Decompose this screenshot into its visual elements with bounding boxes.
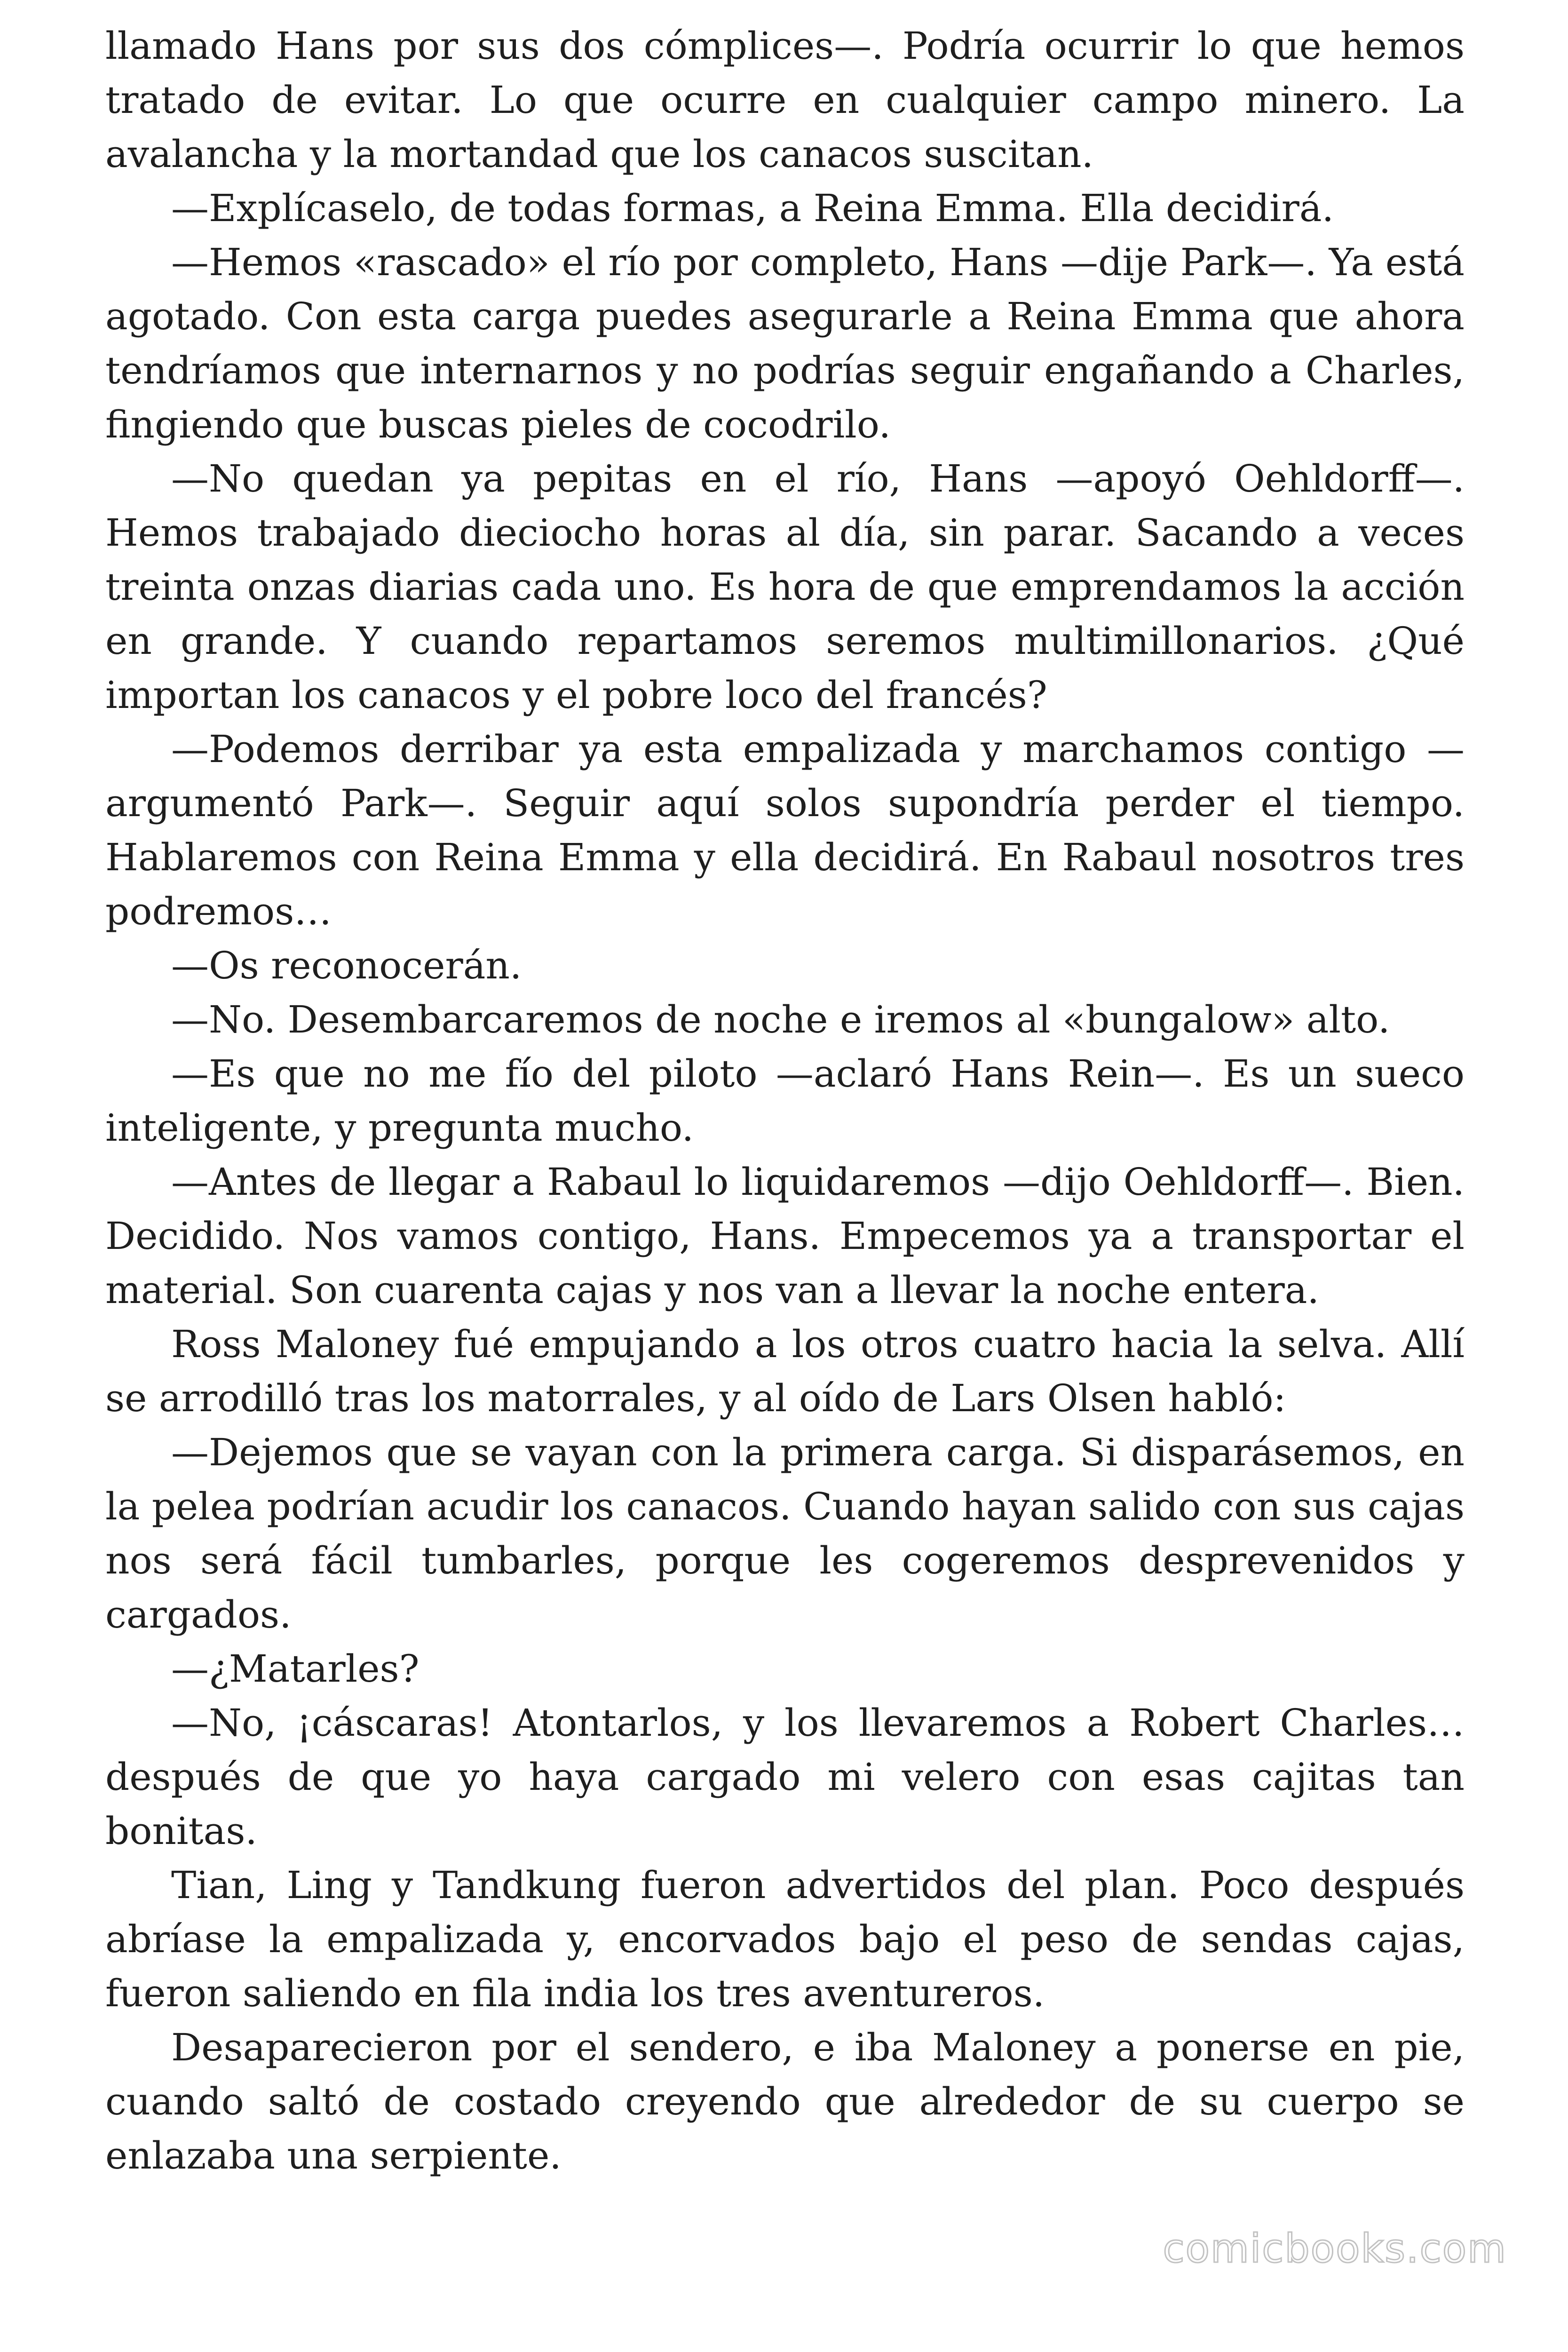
paragraph: Tian, Ling y Tandkung fueron advertidos del plan. Poco después abríase la empalizada y, encorvados bajo el peso de sendas cajas, fueron saliendo en fila india los tres aventureros. bbox=[105, 1863, 1465, 2015]
page-body bbox=[105, 19, 1465, 2183]
paragraph: —Hemos «rascado» el río por completo, Hans —dije Park—. Ya está agotado. Con esta carga puedes asegurarle a Reina Emma que ahora tendríamos que internarnos y no podrías seguir engañando a Charles, fingiendo que buscas pieles de cocodrilo. bbox=[105, 240, 1465, 446]
paragraph: —Explícaselo, de todas formas, a Reina Emma. Ella decidirá. bbox=[171, 186, 1334, 230]
paragraph: —No. Desembarcaremos de noche e iremos al «bungalow» alto. bbox=[171, 998, 1390, 1041]
paragraph: —Os reconocerán. bbox=[171, 944, 522, 987]
paragraph: —Podemos derribar ya esta empalizada y marchamos contigo —argumentó Park—. Seguir aquí solos supondría perder el tiempo. Hablaremos con Reina Emma y ella decidirá. En Rabaul nosotros tres podremos… bbox=[105, 727, 1465, 933]
paragraph: —Es que no me fío del piloto —aclaró Hans Rein—. Es un sueco inteligente, y pregunta mucho. bbox=[105, 1052, 1465, 1150]
paragraph: Desaparecieron por el sendero, e iba Maloney a ponerse en pie, cuando saltó de costado creyendo que alrededor de su cuerpo se enlazaba una serpiente. bbox=[105, 2026, 1465, 2177]
paragraph: llamado Hans por sus dos cómplices—. Podría ocurrir lo que hemos tratado de evitar. Lo que ocurre en cualquier campo minero. La avalancha y la mortandad que los canacos suscitan. bbox=[105, 24, 1465, 176]
paragraph: —No quedan ya pepitas en el río, Hans —apoyó Oehldorff—. Hemos trabajado dieciocho horas al día, sin parar. Sacando a veces treinta onzas diarias cada uno. Es hora de que emprendamos la acción en grande. Y cuando repartamos seremos multimillonarios. ¿Qué importan los canacos y el pobre loco del francés? bbox=[105, 457, 1465, 717]
paragraph: Ross Maloney fué empujando a los otros cuatro hacia la selva. Allí se arrodilló tras los matorrales, y al oído de Lars Olsen habló: bbox=[105, 1322, 1465, 1420]
watermark-text: comicbooks.com bbox=[1163, 2225, 1507, 2272]
paragraph: —No, ¡cáscaras! Atontarlos, y los llevaremos a Robert Charles… después de que yo haya cargado mi velero con esas cajitas tan bonitas. bbox=[105, 1701, 1465, 1853]
paragraph: —Antes de llegar a Rabaul lo liquidaremos —dijo Oehldorff—. Bien. Decidido. Nos vamos contigo, Hans. Empecemos ya a transportar el material. Son cuarenta cajas y nos van a llevar la noche entera. bbox=[105, 1160, 1465, 1312]
paragraph: —¿Matarles? bbox=[171, 1647, 420, 1691]
paragraph: —Dejemos que se vayan con la primera carga. Si disparásemos, en la pelea podrían acudir los canacos. Cuando hayan salido con sus cajas nos será fácil tumbarles, porque les cogeremos desprevenidos y cargados. bbox=[105, 1430, 1465, 1637]
